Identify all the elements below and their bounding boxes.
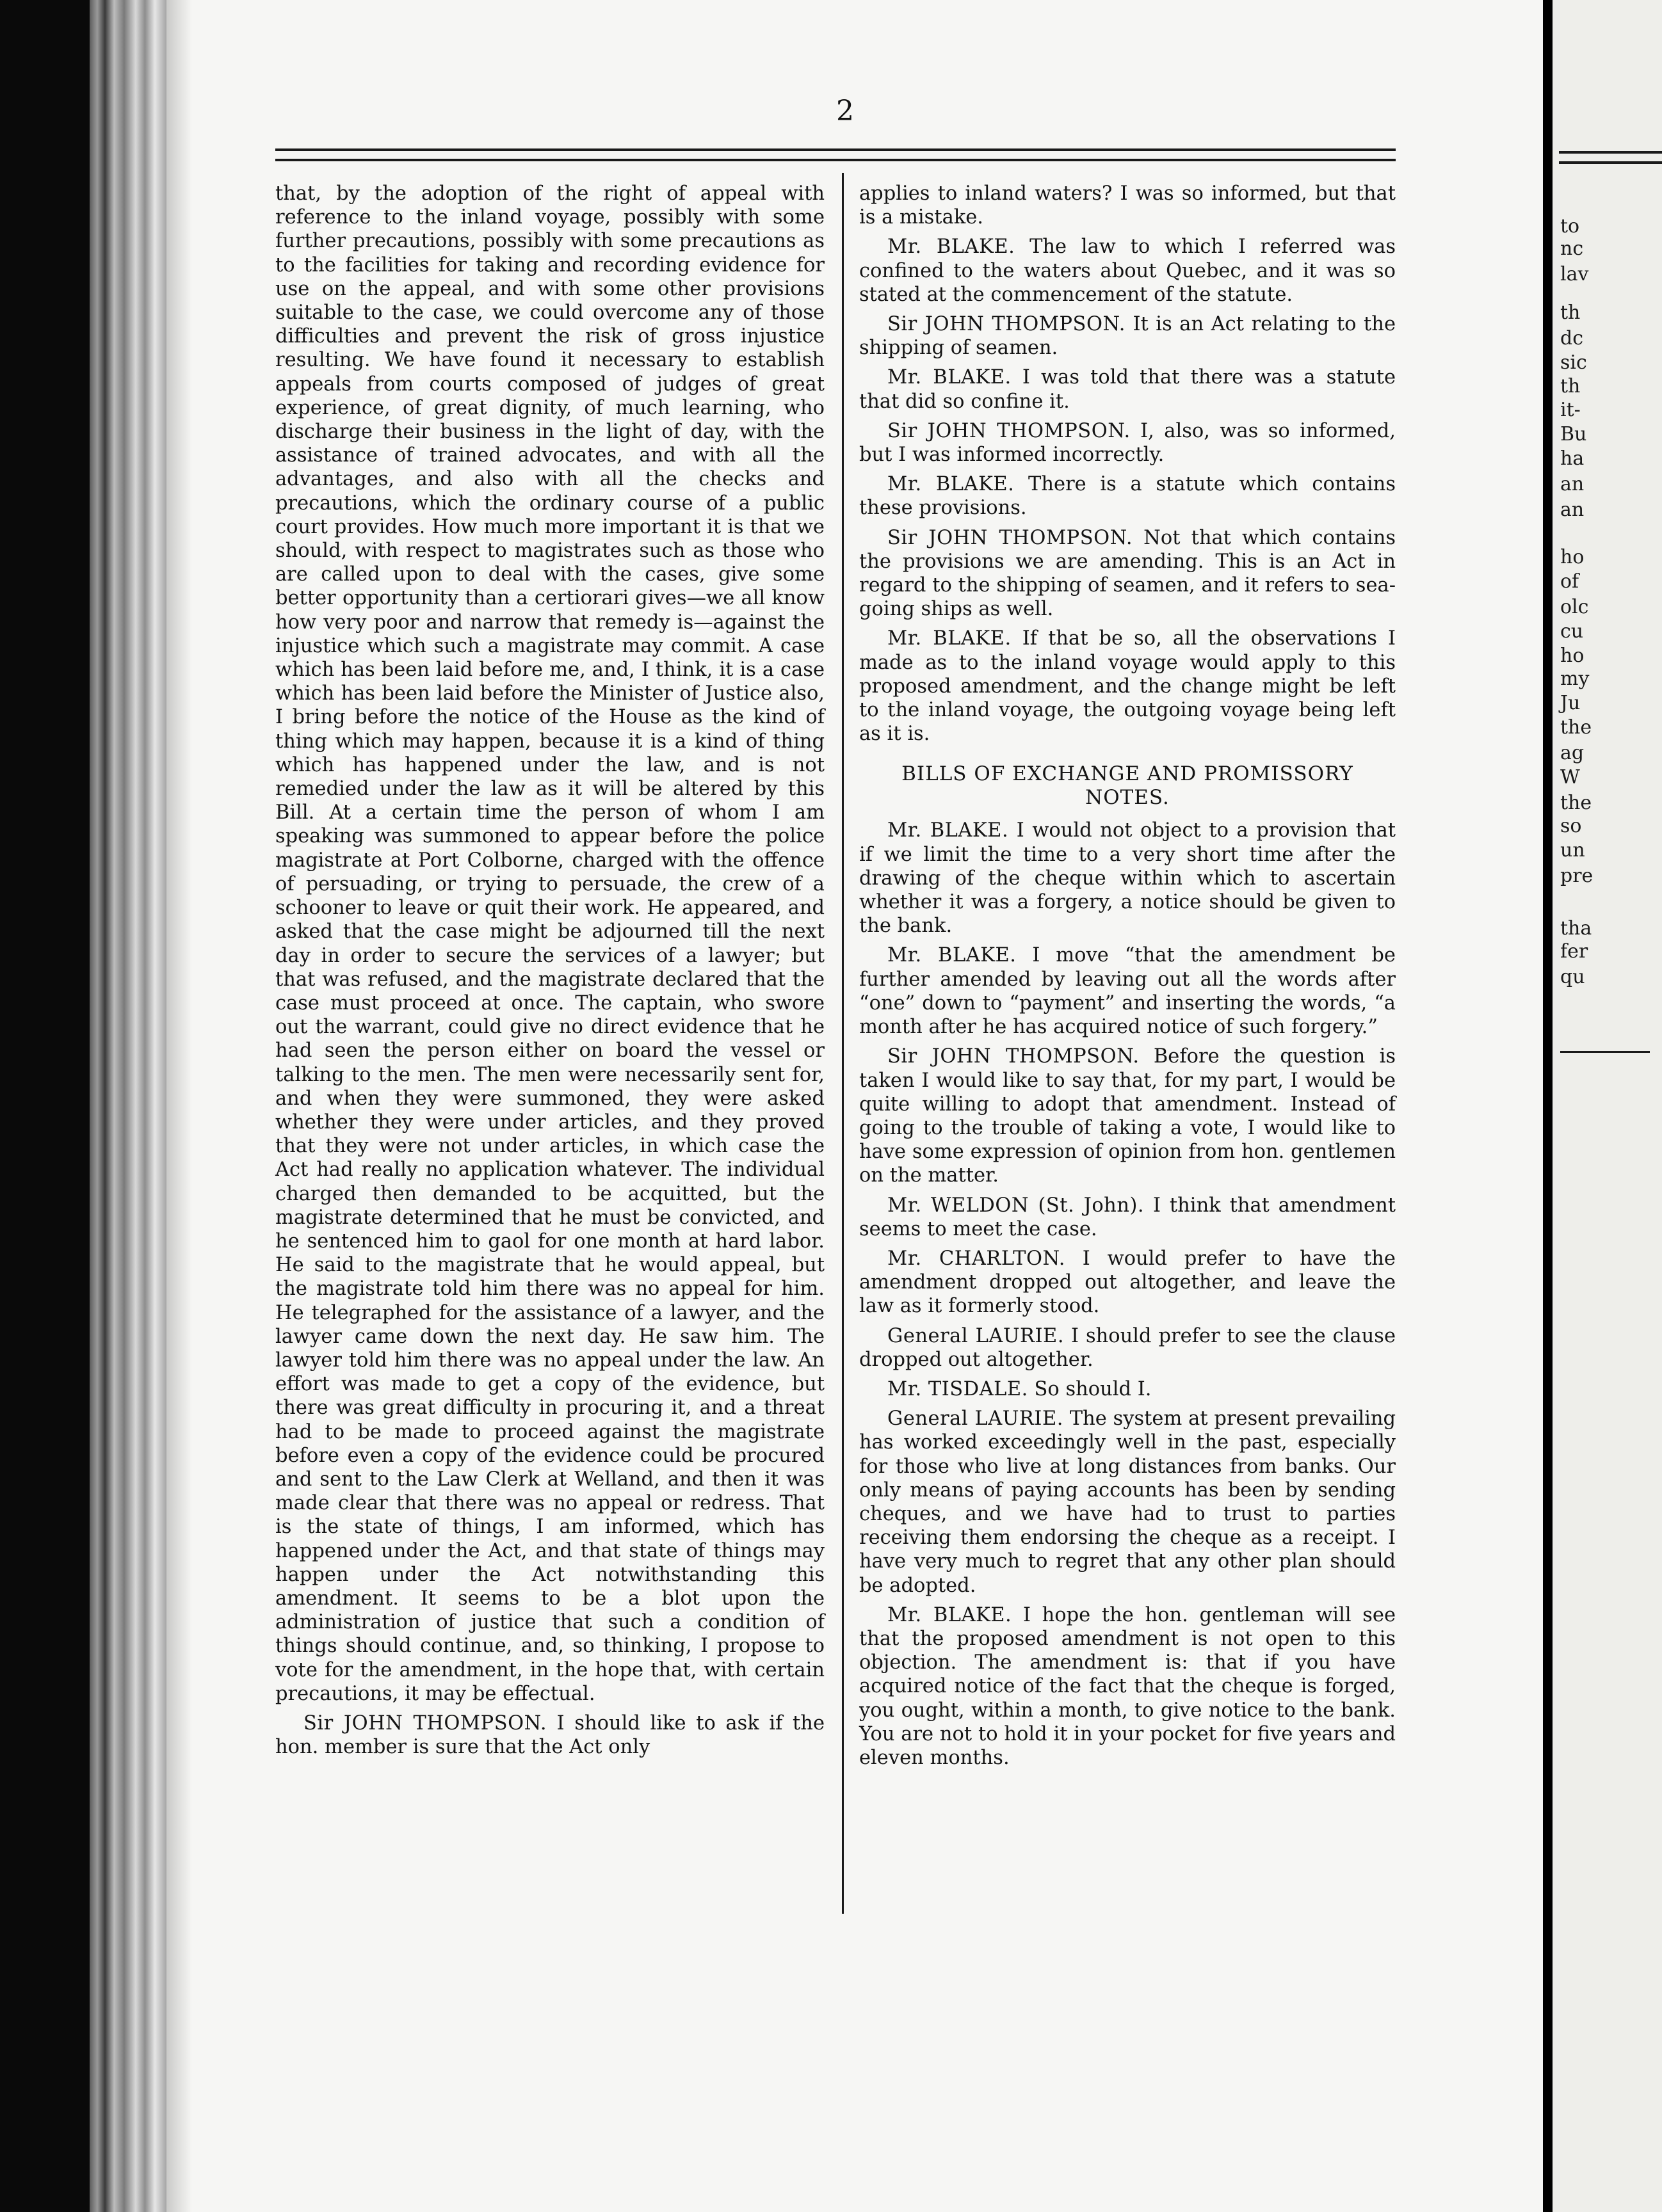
next-page-fragment: the xyxy=(1560,792,1592,814)
next-page-fragment: tha xyxy=(1560,917,1592,940)
paragraph xyxy=(859,365,1396,413)
paragraph xyxy=(859,819,1396,938)
next-page-dash xyxy=(1560,1051,1650,1053)
paragraph xyxy=(859,1407,1396,1598)
next-page-fragment: un xyxy=(1560,839,1585,862)
next-page-fragment: of xyxy=(1560,570,1579,593)
paragraph xyxy=(275,182,825,1706)
book-binding xyxy=(90,0,166,2212)
paragraph-text: So should I. xyxy=(1034,1377,1152,1400)
paragraph xyxy=(859,526,1396,621)
left-column xyxy=(275,182,825,1765)
speaker-name: Sir JOHN THOMPSON. xyxy=(887,313,1125,336)
speaker-name: General LAURIE. xyxy=(887,1324,1065,1347)
paragraph-text: I hope the hon. gentleman will see that the proposed amendment is not open to this objection. The amendment is: that if you have acquired notice of the fact that the cheque is forged, you ought, within a month, to give notice to the bank. You are not to hold it in your pocket for five years and eleven months. xyxy=(859,1603,1396,1769)
paragraph xyxy=(859,419,1396,467)
paragraph xyxy=(859,1324,1396,1372)
next-page-fragment: ho xyxy=(1560,645,1585,667)
next-page-fragment: fer xyxy=(1560,940,1588,963)
next-page-rule-bottom xyxy=(1559,161,1662,164)
paragraph xyxy=(859,1247,1396,1318)
paragraph xyxy=(275,1711,825,1759)
next-page-rule-top xyxy=(1559,151,1662,154)
next-page-fragment: an xyxy=(1560,499,1585,521)
next-page-fragment: so xyxy=(1560,815,1582,837)
paragraph-text: applies to inland waters? I was so informed, but that is a mistake. xyxy=(859,182,1396,229)
header-rule-bottom xyxy=(275,159,1396,161)
paragraph xyxy=(859,1377,1396,1401)
next-page-fragment: ha xyxy=(1560,447,1585,470)
paragraph-text: If that be so, all the observations I made as to the inland voyage would apply to this proposed amendment, and the change might be left to the inland voyage, the outgoing voyage being left as it is. xyxy=(859,627,1396,746)
next-page-fragment: W xyxy=(1560,766,1580,789)
paragraph-text: I should prefer to see the clause dropped out altogether. xyxy=(859,1324,1396,1371)
speaker-name: Sir JOHN THOMPSON. xyxy=(887,1045,1140,1068)
speaker-name: Mr. BLAKE. xyxy=(887,944,1017,967)
next-page-sliver xyxy=(1553,0,1662,2212)
next-page-fragment: my xyxy=(1560,668,1590,690)
next-page-fragment: th xyxy=(1560,375,1581,397)
paragraph-text: I move “that the amendment be further amended by leaving out all the words after “one” down to “payment” and inserting the words, “a month after he has acquired notice of such forgery.” xyxy=(859,944,1396,1039)
document-page xyxy=(166,0,1543,2212)
next-page-fragment: the xyxy=(1560,716,1592,739)
speaker-name: Mr. TISDALE. xyxy=(887,1377,1028,1400)
paragraph xyxy=(859,627,1396,746)
next-page-fragment: ho xyxy=(1560,546,1585,568)
next-page-fragment: olc xyxy=(1560,596,1589,618)
gutter-shadow xyxy=(166,0,192,2212)
paragraph-text: It is an Act relating to the shipping of seamen. xyxy=(859,313,1396,360)
paragraph-text: I should like to ask if the hon. member is sure that the Act only xyxy=(275,1712,825,1759)
next-page-fragment: nc xyxy=(1560,237,1584,260)
next-page-fragment: sic xyxy=(1560,351,1587,374)
column-divider xyxy=(842,173,844,1914)
speaker-name: Sir JOHN THOMPSON. xyxy=(887,419,1131,442)
next-page-fragment: dc xyxy=(1560,327,1584,349)
paragraph xyxy=(859,943,1396,1039)
next-page-fragment: cu xyxy=(1560,620,1584,643)
paragraph xyxy=(859,1603,1396,1770)
speaker-name: Mr. BLAKE. xyxy=(887,1603,1012,1626)
paragraph-text: Not that which contains the provisions we are amending. This is an Act in regard to the shipping of seamen, and it refers to sea-going ships as well. xyxy=(859,526,1396,621)
speaker-name: Sir JOHN THOMPSON. xyxy=(303,1712,547,1735)
speaker-name: Mr. BLAKE. xyxy=(887,627,1012,650)
next-page-fragment: to xyxy=(1560,215,1580,237)
paragraph-text: The system at present prevailing has worked exceedingly well in the past, especially for those who live at long distances from banks. Our only means of paying accounts has been by sending cheques, and we have had to trust to parties receiving them endorsing the cheque as a receipt. I have very much to regret that any other plan should be adopted. xyxy=(859,1407,1396,1597)
paragraph xyxy=(859,472,1396,520)
paragraph-text: There is a statute which contains these provisions. xyxy=(859,473,1396,520)
speaker-name: Mr. CHARLTON. xyxy=(887,1247,1065,1270)
next-page-fragment: pre xyxy=(1560,865,1593,887)
next-page-fragment: Bu xyxy=(1560,423,1587,445)
speaker-name: Mr. BLAKE. xyxy=(887,366,1012,389)
next-page-fragment: ag xyxy=(1560,742,1585,764)
paragraph-text: that, by the adoption of the right of appeal with reference to the inland voyage, possibly with some further precautions, possibly with some precautions as to the facilities for taking and recording evidence for use on the appeal, and with some other provisions suitable to the case, we could overcome any of those difficulties and prevent the risk of gross injustice resulting. We have found it necessary to establish appeals from courts composed of judges of great experience, of great dignity, of much learning, who discharge their business in the light of day, with the assistance of trained advocates, and with all the advantages, and also with all the checks and precautions, which the ordinary course of a public court provides. How much more important it is that we should, with respect to magistrates such as those who are called upon to deal with the cases, give some better opportunity than a certiorari gives—we all know how very poor and narrow that remedy is—against the injustice which such a magistrate may commit. A case which has been laid before me, and, I think, it is a case which has been laid before the Minister of Justice also, I bring before the notice of the House as the kind of thing which may happen, because it is a kind of thing which has happened under the law, and is not remedied under the law as it will be altered by this Bill. At a certain time the person of whom I am speaking was summoned to appear before the police magistrate at Port Colborne, charged with the offence of persuading, or trying to persuade, the crew of a schooner to leave or quit their work. He appeared, and asked that the case might be adjourned till the next day in order to secure the services of a lawyer; but that was refused, and the magistrate declared that the case must proceed at once. The captain, who swore out the warrant, could give no direct evidence that he had seen the person either on board the vessel or talking to the men. The men were necessarily sent for, and when they were summoned, they were asked whether they were under articles, and they proved that they were not under articles, in which case the Act had really no application whatever. The individual charged then demanded to be acquitted, but the magistrate determined that he must be convicted, and he sentenced him to gaol for one month at hard labor. He said to the magistrate that he would appeal, but the magistrate told him there was no appeal for him. He telegraphed for the assistance of a lawyer, and the lawyer came down the next day. He saw him. The lawyer told him there was no appeal under the law. An effort was made to get a copy of the evidence, but there was great difficulty in procuring it, and a threat had to be made to proceed against the magistrate before even a copy of the evidence could be procured and sent to the Law Clerk at Welland, and then it was made clear that there was no appeal or redress. That is the state of things, I am informed, which has happened under the Act, and that state of things may happen under the Act notwithstanding this amendment. It seems to be a blot upon the administration of justice that such a condition of things should continue, and, so thinking, I propose to vote for the amendment, in the hope that, with certain precautions, it may be effectual. xyxy=(275,182,825,1705)
speaker-name: Mr. WELDON (St. John). xyxy=(887,1194,1145,1217)
paragraph-text: I, also, was so informed, but I was informed incorrectly. xyxy=(859,419,1396,467)
paragraph-text: I was told that there was a statute that did so confine it. xyxy=(859,366,1396,413)
paragraph-text: The law to which I referred was confined to the waters about Quebec, and it was so stated at the commencement of the statute. xyxy=(859,236,1396,306)
paragraph xyxy=(859,235,1396,307)
speaker-name: Mr. BLAKE. xyxy=(887,236,1015,259)
paragraph xyxy=(859,182,1396,229)
page-number: 2 xyxy=(836,95,854,127)
header-rule-top xyxy=(275,148,1396,151)
paragraph-text: I think that amendment seems to meet the case. xyxy=(859,1194,1396,1240)
page-gap xyxy=(1543,0,1553,2212)
speaker-name: General LAURIE. xyxy=(887,1407,1063,1431)
paragraph xyxy=(859,1045,1396,1187)
paragraph-text: I would not object to a provision that if we limit the time to a very short time after the drawing of the cheque within which to ascertain whether it was a forgery, a notice should be given to the bank. xyxy=(859,819,1396,938)
next-page-fragment: qu xyxy=(1560,966,1585,988)
paragraph xyxy=(859,1194,1396,1241)
right-column xyxy=(859,182,1396,1775)
next-page-fragment: an xyxy=(1560,473,1585,495)
speaker-name: Sir JOHN THOMPSON. xyxy=(887,526,1133,549)
paragraph-text: I would prefer to have the amendment dropped out altogether, and leave the law as it formerly stood. xyxy=(859,1247,1396,1318)
scan-left-edge xyxy=(0,0,90,2212)
paragraph xyxy=(859,312,1396,360)
section-heading: BILLS OF EXCHANGE AND PROMISSORY NOTES. xyxy=(901,762,1353,810)
next-page-fragment: Ju xyxy=(1560,692,1581,714)
speaker-name: Mr. BLAKE. xyxy=(887,819,1009,842)
next-page-fragment: th xyxy=(1560,301,1581,324)
paragraph-text: Before the question is taken I would like to say that, for my part, I would be quite willing to adopt that amendment. Instead of going to the trouble of taking a vote, I would like to have some expression of opinion from hon. gentlemen on the matter. xyxy=(859,1045,1396,1187)
speaker-name: Mr. BLAKE. xyxy=(887,473,1015,496)
next-page-fragment: it- xyxy=(1560,399,1581,421)
next-page-fragment: lav xyxy=(1560,263,1589,285)
